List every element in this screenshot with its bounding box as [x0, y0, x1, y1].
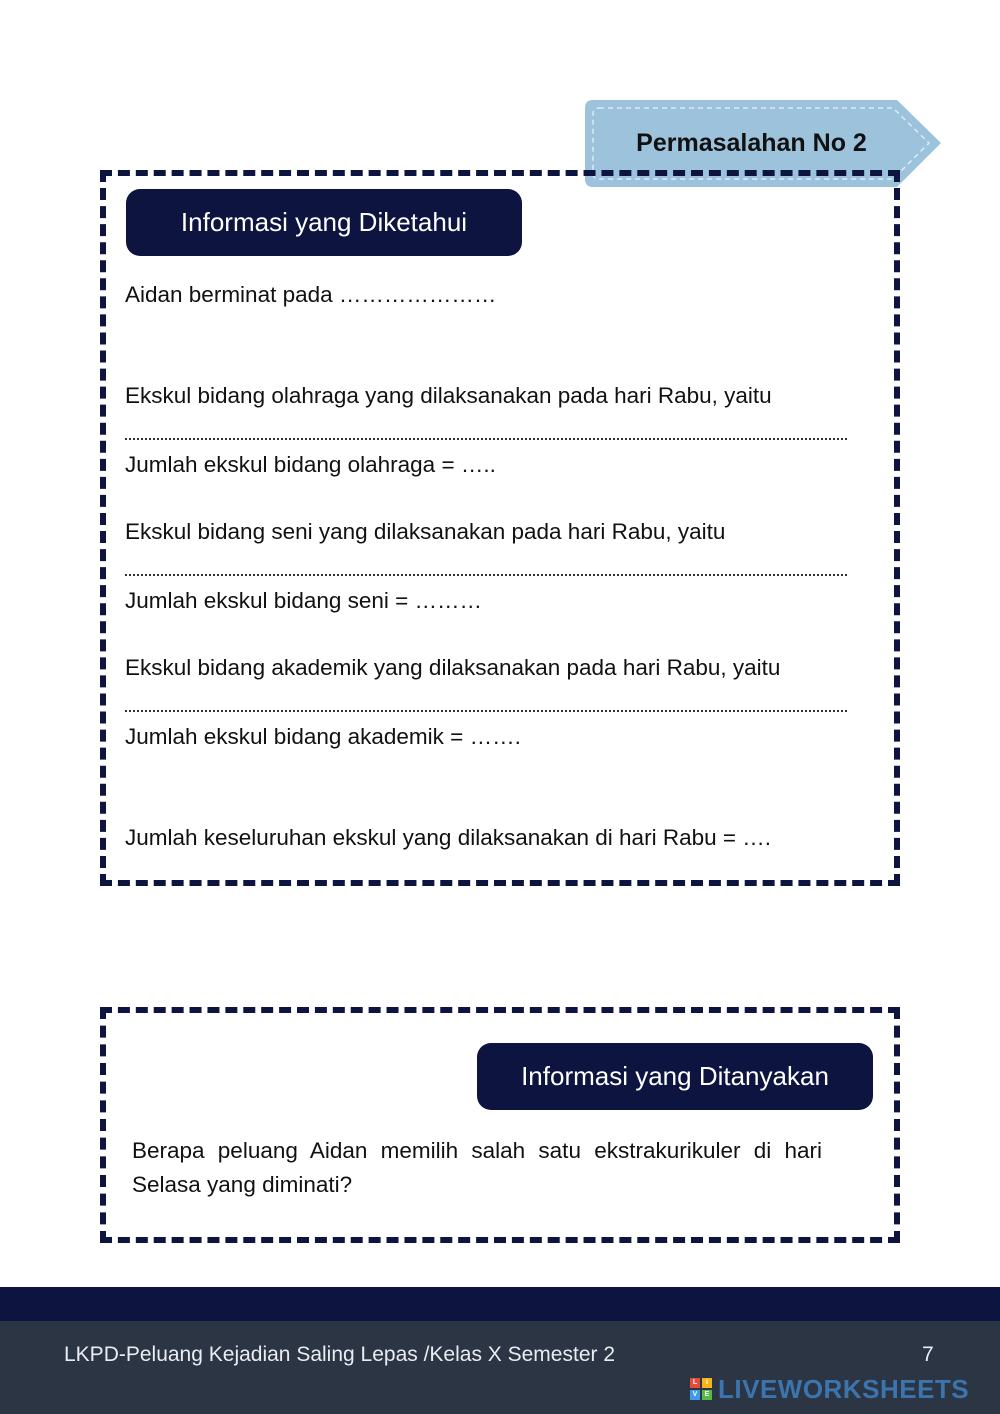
problem-number-label: Permasalahan No 2 [636, 129, 867, 157]
footer-title: LKPD-Peluang Kejadian Saling Lepas /Kelas X Semester 2 [64, 1343, 616, 1366]
liveworksheets-watermark [690, 1374, 969, 1404]
known-info-heading: Informasi yang Diketahui [126, 189, 522, 256]
sport-intro-line: Ekskul bidang olahraga yang dilaksanakan pada hari Rabu, yaitu [125, 383, 772, 408]
academic-answer-dotted-line [125, 706, 847, 712]
sport-count-line: Jumlah ekskul bidang olahraga = ….. [125, 452, 496, 477]
logo-letter: I [702, 1378, 712, 1388]
sport-answer-dotted-line [125, 434, 847, 440]
art-answer-dotted-line [125, 570, 847, 576]
academic-intro-line: Ekskul bidang akademik yang dilaksanakan pada hari Rabu, yaitu [125, 655, 781, 680]
art-count-line: Jumlah ekskul bidang seni = ……… [125, 588, 483, 613]
logo-letter: E [702, 1390, 712, 1400]
art-intro-line: Ekskul bidang seni yang dilaksanakan pada hari Rabu, yaitu [125, 519, 726, 544]
page-number: 7 [922, 1343, 934, 1366]
footer-stripe [0, 1287, 1000, 1321]
interest-line: Aidan berminat pada ………………… [125, 282, 497, 307]
watermark-text: LIVEWORKSHEETS [718, 1373, 970, 1404]
logo-letter: V [690, 1390, 700, 1400]
academic-count-line: Jumlah ekskul bidang akademik = ……. [125, 724, 521, 749]
liveworksheets-logo-icon [690, 1378, 712, 1400]
question-text: Berapa peluang Aidan memilih salah satu ekstrakurikuler di hari Selasa yang diminati? [132, 1138, 822, 1197]
total-line: Jumlah keseluruhan ekskul yang dilaksanakan di hari Rabu = …. [125, 825, 771, 850]
logo-letter: L [690, 1378, 700, 1388]
asked-info-heading: Informasi yang Ditanyakan [477, 1043, 873, 1110]
